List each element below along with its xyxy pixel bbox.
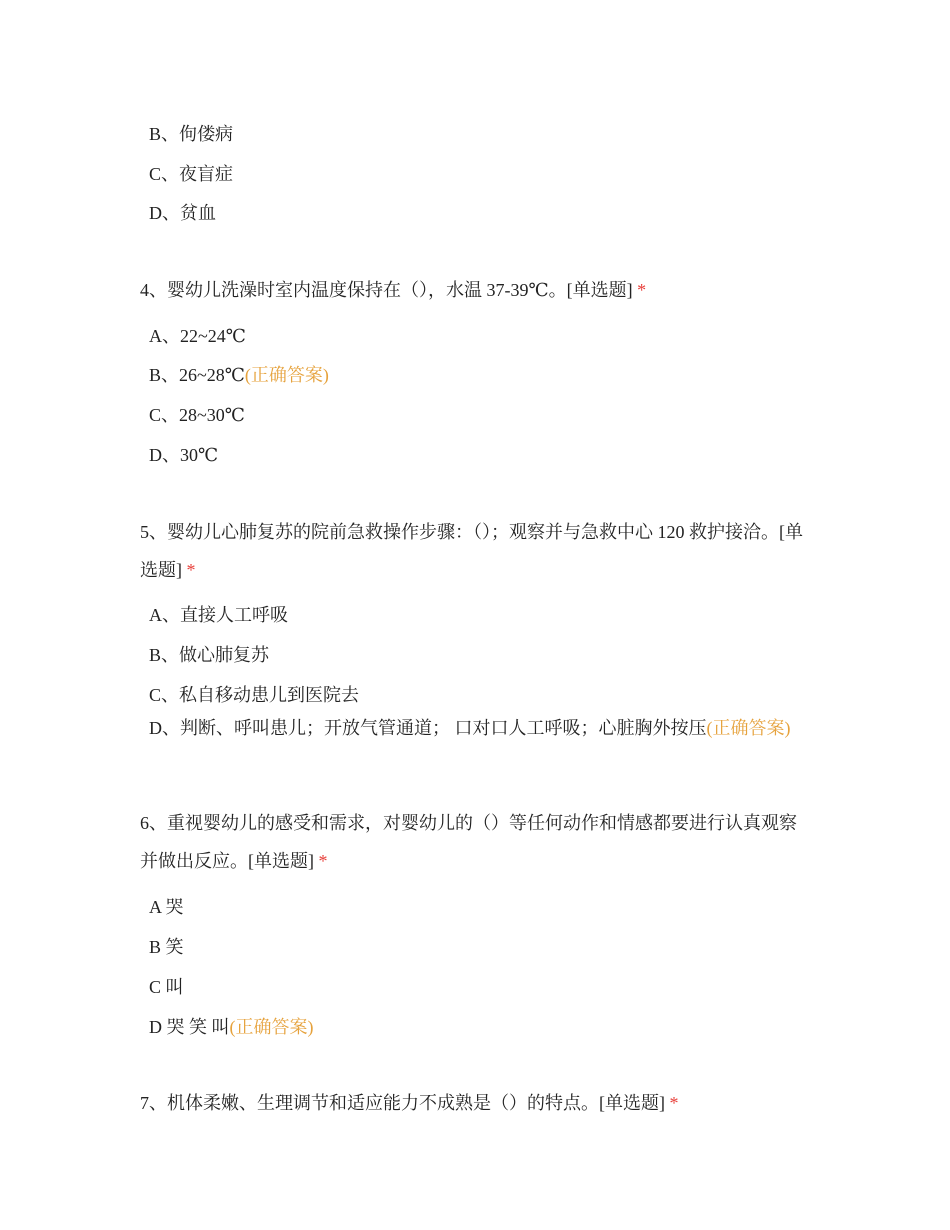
option-text: B、26~28℃: [149, 365, 245, 385]
q6-option-c: [149, 975, 184, 999]
q4-option-a: [149, 324, 246, 348]
q3-option-b: [149, 122, 233, 146]
option-text: B、做心肺复苏: [149, 645, 270, 665]
question-text: 5、婴幼儿心肺复苏的院前急救操作步骤：（）；观察并与急救中心 120 救护接洽。[单选题]: [140, 522, 803, 580]
option-text: D 哭 笑 叫: [149, 1017, 230, 1037]
option-text: D、贫血: [149, 203, 216, 223]
q3-option-d: [149, 201, 216, 225]
option-text: A、22~24℃: [149, 326, 246, 346]
required-star: *: [637, 280, 647, 300]
option-text: A、直接人工呼吸: [149, 605, 288, 625]
q4-option-d: [149, 443, 218, 467]
option-text: C 叫: [149, 977, 184, 997]
question-text: 4、婴幼儿洗澡时室内温度保持在（），水温 37-39℃。[单选题]: [140, 280, 633, 300]
option-text: C、夜盲症: [149, 164, 234, 184]
option-text: C、28~30℃: [149, 405, 245, 425]
q6-question: [140, 804, 810, 880]
correct-answer-tag: (正确答案): [244, 365, 329, 385]
required-star: *: [186, 560, 196, 580]
q6-option-b: [149, 935, 184, 959]
option-text: B 笑: [149, 937, 184, 957]
q6-option-a: [149, 895, 184, 919]
q5-option-c: [149, 683, 359, 707]
option-text: A 哭: [149, 897, 184, 917]
question-text: 6、重视婴幼儿的感受和需求，对婴幼儿的（）等任何动作和情感都要进行认真观察并做出反应。[单选题]: [140, 813, 797, 871]
q6-option-d: [149, 1015, 314, 1039]
q4-question: [140, 271, 810, 309]
q4-option-b: [149, 363, 329, 387]
q5-option-d: [149, 716, 799, 741]
question-text: 7、机体柔嫩、生理调节和适应能力不成熟是（）的特点。[单选题]: [140, 1093, 665, 1113]
option-text: D、判断、呼叫患儿；开放气管通道； 口对口人工呼吸；心脏胸外按压: [149, 718, 707, 738]
option-text: C、私自移动患儿到医院去: [149, 685, 360, 705]
q5-option-a: [149, 603, 288, 627]
required-star: *: [318, 851, 328, 871]
correct-answer-tag: (正确答案): [706, 718, 791, 738]
q7-question: [140, 1084, 810, 1122]
q5-option-b: [149, 643, 269, 667]
q4-option-c: [149, 403, 245, 427]
correct-answer-tag: (正确答案): [229, 1017, 314, 1037]
q5-question: [140, 513, 810, 589]
option-text: B、佝偻病: [149, 124, 234, 144]
required-star: *: [669, 1093, 679, 1113]
q3-option-c: [149, 162, 233, 186]
option-text: D、30℃: [149, 445, 219, 465]
